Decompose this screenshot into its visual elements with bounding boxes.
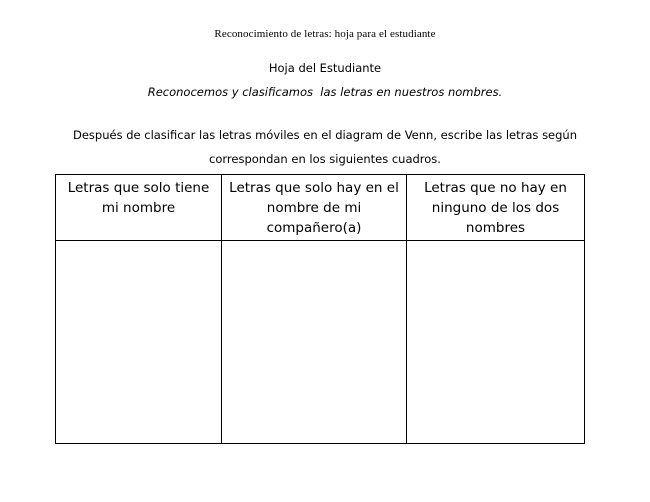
answer-cell-in-neither-name[interactable] xyxy=(407,241,585,444)
answer-cell-only-my-name[interactable] xyxy=(56,241,222,444)
header-in-neither-name: Letras que no hay en ninguno de los dos nombres xyxy=(407,175,585,241)
letters-classification-table xyxy=(55,174,585,444)
header-only-partner-name: Letras que solo hay en el nombre de mi compañero(a) xyxy=(222,175,407,241)
header-only-my-name: Letras que solo tiene mi nombre xyxy=(56,175,222,241)
page-subtitle: Reconocemos y clasificamos las letras en nuestros nombres. xyxy=(147,85,503,99)
instruction-line-2: correspondan en los siguientes cuadros. xyxy=(209,152,441,166)
answer-cell-only-partner-name[interactable] xyxy=(222,241,407,444)
instruction-line-1: Después de clasificar las letras móviles en el diagram de Venn, escribe las letras según xyxy=(72,128,578,142)
running-header: Reconocimiento de letras: hoja para el estudiante xyxy=(214,28,436,40)
table-header-row xyxy=(56,175,585,241)
page-title: Hoja del Estudiante xyxy=(268,61,382,75)
table-answer-row xyxy=(56,241,585,444)
